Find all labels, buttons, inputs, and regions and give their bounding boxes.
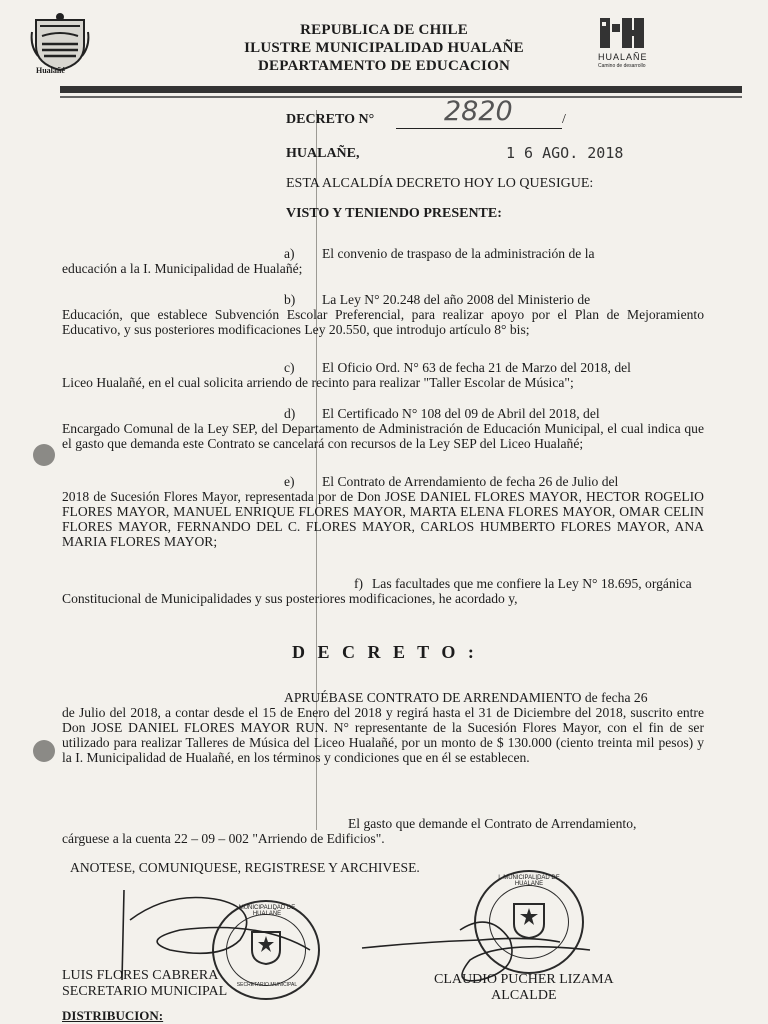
item-text: 2018 de Sucesión Flores Mayor, representada por de Don JOSE DANIEL FLORES MAYOR, HECTOR ROGELIO FLORES MAYOR, MANUEL ENRIQUE FLORES MAYOR, MARTA ELENA FLORES MAYOR, OMAR CELIN FLORES MAYOR, FERNANDO DEL C. FLORES MAYOR, CARLOS HUMBERTO FLORES MAYOR, ANA MARIA FLORES MAYOR; bbox=[62, 489, 704, 549]
mayor-title: ALCALDE bbox=[491, 988, 557, 1003]
item-first-line: Las facultades que me confiere la Ley N° 18.695, orgánica bbox=[372, 576, 692, 591]
item-letter: d) bbox=[284, 406, 296, 421]
closing-formula: ANOTESE, COMUNIQUESE, REGISTRESE Y ARCHIVESE. bbox=[70, 860, 420, 875]
consideration-d bbox=[62, 406, 704, 451]
item-letter: a) bbox=[284, 246, 295, 261]
decree-intro: ESTA ALCALDÍA DECRETO HOY LO QUESIGUE: bbox=[286, 176, 594, 191]
seal-ring-text: MUNICIPALIDAD DE HUALAÑE bbox=[238, 905, 296, 917]
item-first-line: El Oficio Ord. N° 63 de fecha 21 de Marzo del 2018, del bbox=[322, 360, 631, 375]
visto-heading: VISTO Y TENIENDO PRESENTE: bbox=[286, 206, 502, 221]
seal-ring-text: I. MUNICIPALIDAD DE HUALAÑE bbox=[498, 875, 560, 887]
consideration-b bbox=[62, 292, 704, 337]
punch-hole-top bbox=[33, 444, 55, 466]
consideration-c bbox=[62, 360, 704, 390]
resolution-approval bbox=[62, 690, 704, 765]
brand-logo-subtext: Camino de desarrollo bbox=[598, 63, 646, 69]
header-republic: REPUBLICA DE CHILE bbox=[300, 22, 468, 38]
item-text: Constitucional de Municipalidades y sus posteriores modificaciones, he acordado y, bbox=[62, 591, 518, 606]
header-rule bbox=[60, 86, 742, 93]
decree-place: HUALAÑE, bbox=[286, 146, 360, 161]
decree-number-slash: / bbox=[562, 112, 566, 127]
resolution-body: de Julio del 2018, a contar desde el 15 de Enero del 2018 y regirá hasta el 31 de Diciembre del 2018, suscrito entre Don JOSE DANIEL FLORES MAYOR RUN. N° representante de la Sucesión Flores Mayor, con el fin de ser utilizado para realizar Talleres de Música del Liceo Hualañé, por un monto de $ 130.000 (ciento treinta mil pesos) y la I. Municipalidad de Hualañé, en los términos y condiciones que en él se establecen. bbox=[62, 705, 704, 765]
item-text: Encargado Comunal de la Ley SEP, del Departamento de Administración de Educación Municipal, el cual indica que el gasto que demanda este Contrato se cancelará con recursos de la Ley SEP del Liceo Hualañé; bbox=[62, 421, 704, 451]
item-text: educación a la I. Municipalidad de Hualañé; bbox=[62, 261, 303, 276]
item-first-line: El Certificado N° 108 del 09 de Abril del 2018, del bbox=[322, 406, 600, 421]
secretary-name: LUIS FLORES CABRERA bbox=[62, 968, 219, 983]
punch-hole-bottom bbox=[33, 740, 55, 762]
header-department: DEPARTAMENTO DE EDUCACION bbox=[258, 58, 510, 74]
item-text: Liceo Hualañé, en el cual solicita arriendo de recinto para realizar "Taller Escolar de Música"; bbox=[62, 375, 574, 390]
item-letter: c) bbox=[284, 360, 295, 375]
consideration-a bbox=[62, 246, 704, 276]
decreto-heading: D E C R E T O : bbox=[292, 642, 478, 662]
header-municipality: ILUSTRE MUNICIPALIDAD HUALAÑE bbox=[244, 40, 524, 56]
decree-date-stamp: 1 6 AGO. 2018 bbox=[506, 144, 624, 162]
decree-number-line bbox=[396, 128, 562, 129]
expense-body: cárguese a la cuenta 22 – 09 – 002 "Arriendo de Edificios". bbox=[62, 831, 385, 846]
consideration-f bbox=[62, 576, 704, 606]
item-first-line: El Contrato de Arrendamiento de fecha 26 de Julio del bbox=[322, 474, 619, 489]
item-letter: e) bbox=[284, 474, 295, 489]
item-letter: f) bbox=[354, 576, 364, 591]
brand-logo-text: HUALAÑE bbox=[598, 52, 648, 62]
item-first-line: La Ley N° 20.248 del año 2008 del Ministerio de bbox=[322, 292, 591, 307]
resolution-expense bbox=[62, 816, 704, 846]
expense-first-line: El gasto que demande el Contrato de Arrendamiento, bbox=[348, 816, 637, 831]
consideration-e bbox=[62, 474, 704, 549]
decree-label: DECRETO N° bbox=[286, 112, 375, 127]
seal-sub-text: SECRETARIO MUNICIPAL bbox=[236, 982, 298, 988]
secretary-title: SECRETARIO MUNICIPAL bbox=[62, 984, 228, 999]
distribution-heading: DISTRIBUCION: bbox=[62, 1008, 164, 1023]
signature-right-block bbox=[434, 972, 614, 1004]
mayor-name: CLAUDIO PUCHER LIZAMA bbox=[434, 972, 614, 987]
signature-left-block bbox=[62, 968, 227, 1000]
item-text: Educación, que establece Subvención Escolar Preferencial, para realizar apoyo por el Plan de Mejoramiento Educativo, y sus posteriores modificaciones Ley 20.550, que introdujo artículo 8° bis; bbox=[62, 307, 704, 337]
decree-number: 2820 bbox=[444, 96, 513, 127]
resolution-first-line: APRUÉBASE CONTRATO DE ARRENDAMIENTO de fecha 26 bbox=[284, 690, 648, 705]
crest-caption: Hualañé bbox=[36, 66, 65, 75]
item-first-line: El convenio de traspaso de la administración de la bbox=[322, 246, 595, 261]
item-letter: b) bbox=[284, 292, 296, 307]
header-rule-thin bbox=[60, 96, 742, 98]
